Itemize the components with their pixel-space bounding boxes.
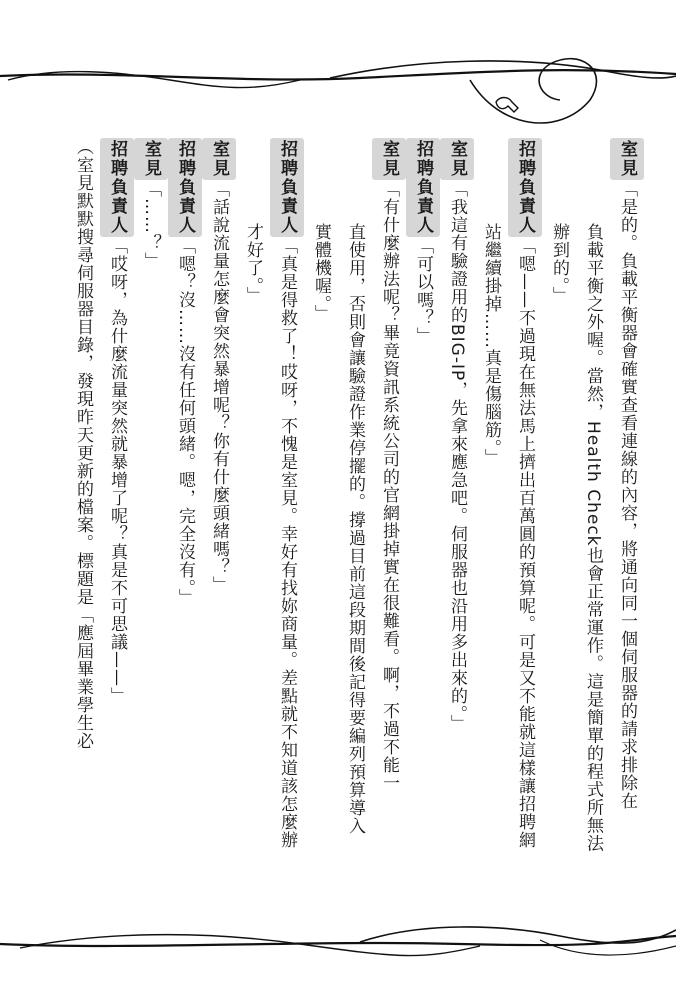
speaker-label: 室見: [440, 138, 474, 180]
speaker-label: 招聘負責人: [168, 138, 202, 237]
speaker-label: 室見: [372, 138, 406, 180]
dialogue-text: 「可以嗎？」: [413, 237, 433, 345]
dialogue-text: 「我這有驗證用的BIG-IP，先拿來應急吧。伺服器也沿用多出來的。」: [447, 180, 467, 733]
dialogue-text: 才好了。」: [243, 223, 263, 305]
dialogue-line: [542, 138, 644, 898]
dialogue-line: [168, 138, 202, 898]
speaker-label: 室見: [202, 138, 236, 180]
dialogue-line: [134, 138, 168, 898]
dialogue-text: 站繼續掛掉……真是傷腦筋。」: [481, 223, 501, 467]
speaker-label: 室見: [134, 138, 168, 180]
speaker-label: 招聘負責人: [100, 138, 134, 237]
dialogue-text: 辦到的。」: [549, 223, 569, 305]
dialogue-text: 「是的。負載平衡器會確實查看連線的內容，將通向同一個伺服器的請求排除在: [617, 180, 637, 810]
dialogue-text: 直使用，否則會讓驗證作業停擺的。撐過目前這段期間後記得要編列預算導入: [345, 223, 365, 835]
speaker-label: 室見: [610, 138, 644, 180]
dialogue-line: [100, 138, 134, 898]
narration-line: [66, 138, 100, 898]
speaker-label: 招聘負責人: [270, 138, 304, 237]
dialogue-line: [304, 138, 406, 898]
dialogue-text: 「有什麼辦法呢？畢竟資訊系統公司的官網掛掉實在很難看。啊，不過不能一: [379, 180, 399, 792]
dialogue-line: [406, 138, 440, 898]
vertical-dialogue-text: [58, 138, 644, 898]
dialogue-text: 「……？」: [141, 180, 161, 270]
dialogue-line: [202, 138, 236, 898]
dialogue-text: 「嗯——不過現在無法馬上擠出百萬圓的預算呢。可是又不能就這樣讓招聘網: [515, 237, 535, 849]
dialogue-text: 「話說流量怎麼會突然暴增呢？你有什麼頭緒嗎？」: [209, 180, 229, 594]
speaker-label: 招聘負責人: [508, 138, 542, 237]
dialogue-text: 實體機喔。」: [311, 223, 331, 323]
dialogue-text: 負載平衡之外喔。當然，Health Check也會正常運作。這是簡單的程式所無法: [583, 223, 603, 853]
dialogue-text: 「嗯？沒……沒有任何頭緒。嗯，完全沒有。」: [175, 237, 195, 607]
speaker-label: 招聘負責人: [406, 138, 440, 237]
dialogue-line: [474, 138, 542, 898]
dialogue-text: 「真是得救了！哎呀，不愧是室見。幸好有找妳商量。差點就不知道該怎麼辦: [277, 237, 297, 849]
narration-text: （室見默默搜尋伺服器目錄，發現昨天更新的檔案。標題是「應屆畢業學生必: [73, 138, 93, 750]
dialogue-line: [236, 138, 304, 898]
swirl-line-top-decoration: [0, 40, 676, 140]
dialogue-line: [440, 138, 474, 898]
swirl-line-bottom-decoration: [0, 900, 676, 980]
dialogue-text: 「哎呀，為什麼流量突然就暴增了呢？真是不可思議——」: [107, 237, 127, 705]
